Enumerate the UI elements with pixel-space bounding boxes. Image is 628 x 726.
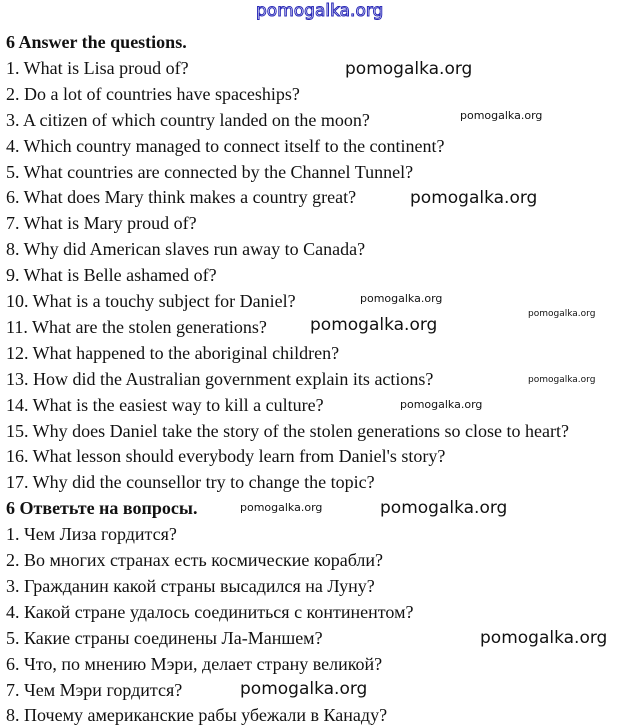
question-item: 7. Чем Мэри гордится? xyxy=(6,679,183,700)
question-item: 6. What does Mary think makes a country great? xyxy=(6,187,357,208)
question-item: 3. A citizen of which country landed on the moon? xyxy=(6,109,370,130)
question-item: 9. What is Belle ashamed of? xyxy=(6,265,217,286)
question-item: 2. Do a lot of countries have spaceships? xyxy=(6,83,300,104)
question-item: 5. Какие страны соединены Ла-Маншем? xyxy=(6,627,323,648)
watermark: pomogalka.org xyxy=(380,498,508,518)
question-item: 3. Гражданин какой страны высадился на Луну? xyxy=(6,575,375,596)
watermark: pomogalka.org xyxy=(240,679,368,699)
watermark: pomogalka.org xyxy=(400,398,483,411)
question-item: 4. Какой стране удалось соединиться с континентом? xyxy=(6,601,414,622)
watermark: pomogalka.org xyxy=(460,109,543,122)
question-item: 15. Why does Daniel take the story of the stolen generations so close to heart? xyxy=(6,420,570,441)
question-item: 5. What countries are connected by the Channel Tunnel? xyxy=(6,161,414,182)
question-item: 11. What are the stolen generations? xyxy=(6,316,267,337)
question-item: 2. Во многих странах есть космические корабли? xyxy=(6,550,384,570)
watermark: pomogalka.org xyxy=(410,188,538,208)
watermark: pomogalka.org xyxy=(310,315,438,335)
question-item: 7. What is Mary proud of? xyxy=(6,213,197,234)
question-item: 10. What is a touchy subject for Daniel? xyxy=(6,291,296,311)
question-item: 12. What happened to the aboriginal children? xyxy=(6,342,340,363)
watermark: pomogalka.org xyxy=(345,59,473,79)
watermark: pomogalka.org xyxy=(240,501,323,514)
watermark: pomogalka.org xyxy=(528,309,596,319)
watermark: pomogalka.org xyxy=(528,375,596,385)
question-item: 14. What is the easiest way to kill a culture? xyxy=(6,394,324,415)
watermark: pomogalka.org xyxy=(360,292,443,305)
question-item: 8. Почему американские рабы убежали в Канаду? xyxy=(6,705,388,726)
question-item: 13. How did the Australian government explain its actions? xyxy=(6,368,434,389)
section-heading-english: 6 Answer the questions. xyxy=(6,32,187,52)
question-item: 1. Чем Лиза гордится? xyxy=(6,524,177,545)
watermark: pomogalka.org xyxy=(480,628,608,648)
question-item: 8. Why did American slaves run away to Canada? xyxy=(6,239,366,260)
question-item: 6. Что, по мнению Мэри, делает страну великой? xyxy=(6,653,383,674)
question-item: 16. What lesson should everybody learn from Daniel's story? xyxy=(6,446,446,467)
question-item: 1. What is Lisa proud of? xyxy=(6,57,189,78)
question-item: 4. Which country managed to connect itself to the continent? xyxy=(6,135,445,156)
question-item: 17. Why did the counsellor try to change the topic? xyxy=(6,472,375,493)
watermark-top: pomogalka.org xyxy=(256,1,384,21)
section-heading-russian: 6 Ответьте на вопросы. xyxy=(6,498,198,519)
